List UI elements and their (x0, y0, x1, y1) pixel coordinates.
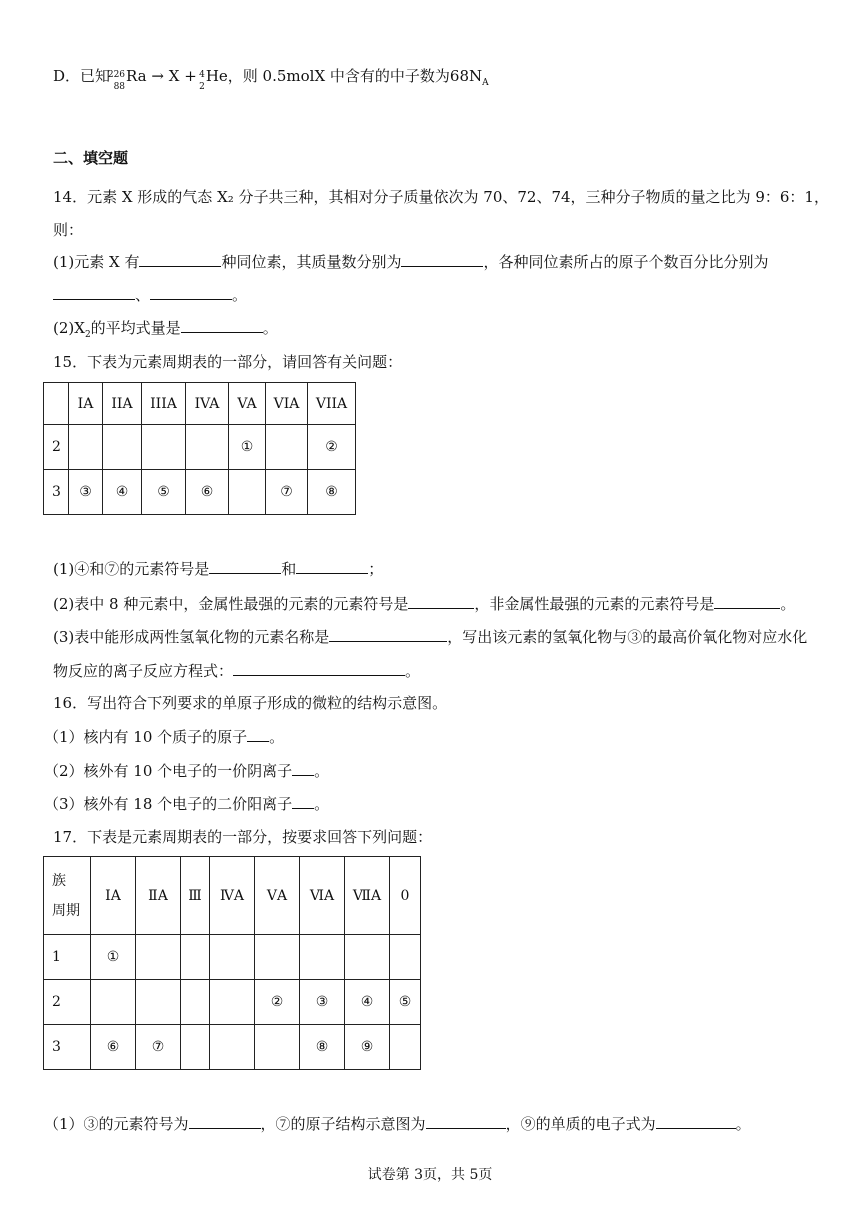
answer-blank[interactable] (181, 318, 263, 333)
text: （1）核内有 10 个质子的原子 (44, 728, 248, 746)
answer-blank[interactable] (714, 594, 780, 609)
section-title: 二、填空题 (53, 149, 129, 167)
text: 周期 (52, 902, 80, 919)
ra-symbol: Ra (126, 67, 147, 85)
table-cell (300, 935, 345, 980)
table-cell: 2 (44, 980, 91, 1025)
text: ，⑨的单质的电子式为 (505, 1115, 656, 1133)
answer-blank[interactable] (139, 252, 221, 267)
text: ，非金属性最强的元素的元素符号是 (474, 595, 715, 613)
text: 。 (262, 319, 278, 337)
answer-blank[interactable] (426, 1114, 506, 1129)
answer-blank[interactable] (329, 627, 447, 642)
answer-blank[interactable] (401, 252, 483, 267)
table-cell (181, 980, 210, 1025)
answer-blank[interactable] (292, 761, 314, 776)
table-cell: IIA (103, 383, 142, 425)
x-symbol: X (168, 67, 180, 85)
table-cell: VIA (266, 383, 308, 425)
table-cell: ⑥ (186, 470, 229, 515)
text: 。 (735, 1115, 751, 1133)
text: （3）核外有 18 个电子的二价阳离子 (44, 795, 293, 813)
table-cell (210, 935, 255, 980)
text: 族 (52, 872, 66, 889)
q17-part1 (44, 1114, 751, 1134)
table-cell (390, 1025, 421, 1070)
table-cell: VIIA (308, 383, 356, 425)
table-cell: ③ (300, 980, 345, 1025)
text: 物反应的离子反应方程式： (53, 662, 234, 680)
table-cell: IIIA (142, 383, 186, 425)
q15-part2 (53, 594, 795, 614)
table-cell: 1 (44, 935, 91, 980)
table-cell (69, 425, 103, 470)
table-cell: ⑧ (300, 1025, 345, 1070)
table-cell (186, 425, 229, 470)
table-cell: ⅥA (300, 857, 345, 935)
table-cell (181, 935, 210, 980)
q15-part3-cont (53, 661, 420, 681)
ra-atomic-number: 88 (113, 82, 126, 92)
q16-item-1 (44, 727, 284, 747)
q13-option-d (53, 66, 489, 92)
q14-line2: 则： (53, 221, 84, 239)
table-cell (255, 935, 300, 980)
text: ，各种同位素所占的原子个数百分比分别为 (483, 253, 769, 271)
table-cell: ⑤ (142, 470, 186, 515)
table-cell: 0 (390, 857, 421, 935)
he-isotope-notation (197, 67, 206, 92)
table-cell: ③ (69, 470, 103, 515)
q14-part1 (53, 252, 769, 272)
subscript: 2 (84, 330, 91, 340)
text: 。 (232, 286, 248, 304)
table-cell: ⅦA (345, 857, 390, 935)
table-cell: IA (69, 383, 103, 425)
text: 的平均式量是 (90, 319, 181, 337)
text: 和 (281, 560, 297, 578)
table-cell: ⅤA (255, 857, 300, 935)
table-cell: VA (229, 383, 266, 425)
text: 。 (314, 762, 330, 780)
table-corner-cell (44, 857, 91, 935)
table-cell: ① (229, 425, 266, 470)
table-cell (44, 383, 69, 425)
answer-blank[interactable] (209, 559, 281, 574)
q15-part3 (53, 627, 807, 647)
text: ，⑦的原子结构示意图为 (260, 1115, 426, 1133)
periodic-table-q17 (43, 856, 421, 1070)
q14-line1: 14．元素 X 形成的气态 X₂ 分子共三种，其相对分子质量依次为 70、72、74，三种分子物质的量之比为 9：6：1， (53, 188, 829, 206)
q14-part1-cont (53, 285, 247, 305)
table-cell: ⑥ (91, 1025, 136, 1070)
table-cell (136, 980, 181, 1025)
text: ； (368, 560, 384, 578)
text: 。 (269, 728, 285, 746)
answer-blank[interactable] (247, 727, 269, 742)
reaction-arrow: → (151, 67, 164, 85)
option-d-text: ，则 0.5molX 中含有的中子数为68N (227, 67, 483, 85)
q16-item-2 (44, 761, 329, 781)
text: ，写出该元素的氢氧化物与③的最高价氧化物对应水化 (447, 628, 808, 646)
table-cell (103, 425, 142, 470)
text: (2)X (53, 319, 85, 337)
q15-part1 (53, 559, 383, 579)
plus-sign: + (184, 67, 197, 85)
table-cell (210, 980, 255, 1025)
he-symbol: He (205, 67, 228, 85)
table-cell: ⑧ (308, 470, 356, 515)
table-cell: ⑤ (390, 980, 421, 1025)
table-cell: ④ (345, 980, 390, 1025)
avogadro-subscript: A (482, 78, 489, 88)
answer-blank[interactable] (656, 1114, 736, 1129)
q14-part2 (53, 318, 278, 341)
table-cell (210, 1025, 255, 1070)
table-cell (142, 425, 186, 470)
table-cell (91, 980, 136, 1025)
ra-mass-number: 226 (107, 70, 126, 80)
text: 。 (314, 795, 330, 813)
table-cell: ⅣA (210, 857, 255, 935)
table-cell: ④ (103, 470, 142, 515)
q15-intro: 15．下表为元素周期表的一部分，请回答有关问题： (53, 353, 403, 371)
he-atomic-number: 2 (199, 82, 205, 92)
ra-isotope-notation (107, 67, 126, 92)
table-cell: ⅡA (136, 857, 181, 935)
option-label: D．已知 (53, 67, 111, 85)
table-cell: ⑦ (266, 470, 308, 515)
table-cell: ② (255, 980, 300, 1025)
page-footer: 试卷第 3页，共 5页 (367, 1167, 493, 1183)
text: (1)元素 X 有 (53, 253, 140, 271)
table-cell (345, 935, 390, 980)
q16-item-3 (44, 794, 329, 814)
table-cell (136, 935, 181, 980)
table-cell (390, 935, 421, 980)
table-cell: 3 (44, 1025, 91, 1070)
he-mass-number: 4 (199, 70, 205, 80)
answer-blank[interactable] (150, 285, 232, 300)
answer-blank[interactable] (292, 794, 314, 809)
table-cell (181, 1025, 210, 1070)
q16-intro: 16．写出符合下列要求的单原子形成的微粒的结构示意图。 (53, 694, 448, 712)
text: (2)表中 8 种元素中，金属性最强的元素的元素符号是 (53, 595, 409, 613)
text: 种同位素，其质量数分别为 (221, 253, 402, 271)
answer-blank[interactable] (408, 594, 474, 609)
table-cell: ② (308, 425, 356, 470)
q17-intro: 17．下表是元素周期表的一部分，按要求回答下列问题： (53, 828, 433, 846)
table-cell: 2 (44, 425, 69, 470)
text: (3)表中能形成两性氢氧化物的元素名称是 (53, 628, 330, 646)
text: （1）③的元素符号为 (44, 1115, 189, 1133)
answer-blank[interactable] (233, 661, 405, 676)
table-cell (229, 470, 266, 515)
text: （2）核外有 10 个电子的一价阴离子 (44, 762, 293, 780)
answer-blank[interactable] (296, 559, 368, 574)
table-cell: Ⅲ (181, 857, 210, 935)
answer-blank[interactable] (53, 285, 135, 300)
table-cell: ⅠA (91, 857, 136, 935)
text: 。 (780, 595, 796, 613)
text: 。 (405, 662, 421, 680)
periodic-table-q15 (43, 382, 356, 515)
table-cell: IVA (186, 383, 229, 425)
text: (1)④和⑦的元素符号是 (53, 560, 210, 578)
table-cell: ① (91, 935, 136, 980)
table-cell (255, 1025, 300, 1070)
table-cell: ⑦ (136, 1025, 181, 1070)
table-cell (266, 425, 308, 470)
table-cell: 3 (44, 470, 69, 515)
answer-blank[interactable] (189, 1114, 261, 1129)
text: 、 (135, 286, 151, 304)
table-cell: ⑨ (345, 1025, 390, 1070)
